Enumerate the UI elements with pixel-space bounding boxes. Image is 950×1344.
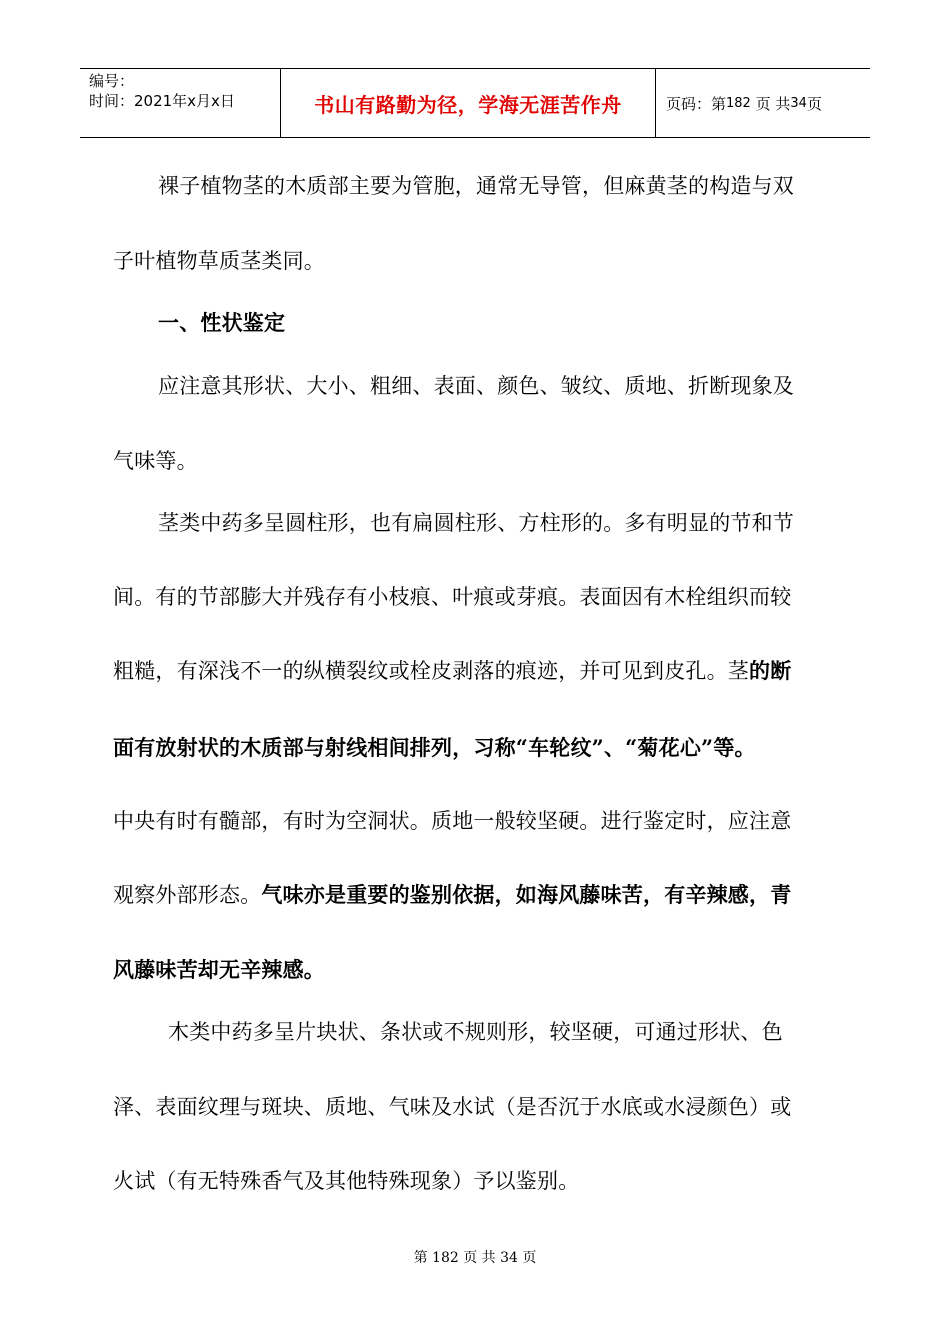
paragraph-line	[113, 653, 843, 689]
time-label: 时间：2021年x月x日	[89, 92, 235, 110]
paragraph-line: 间。有的节部膨大并残存有小枝痕、叶痕或芽痕。表面因有木栓组织而较	[113, 585, 792, 609]
paragraph-line: 应注意其形状、大小、粗细、表面、颜色、皱纹、质地、折断现象及	[158, 374, 794, 398]
paragraph-line: 中央有时有髓部，有时为空洞状。质地一般较坚硬。进行鉴定时，应注意	[113, 809, 792, 833]
total-pages: 34	[790, 95, 807, 111]
header-motto: 书山有路勤为径，学海无涯苦作舟	[281, 69, 656, 137]
text-normal: 粗糙，有深浅不一的纵横裂纹或栓皮剥落的痕迹，并可见到皮孔。茎	[113, 659, 749, 683]
paragraph-line: 气味等。	[113, 449, 198, 473]
page-footer: 第 182 页 共 34 页	[413, 1250, 537, 1266]
paragraph-line: 子叶植物草质茎类同。	[113, 249, 325, 273]
paragraph-line: 火试（有无特殊香气及其他特殊现象）予以鉴别。	[113, 1169, 580, 1193]
header-page-info	[656, 69, 870, 137]
paragraph-line: 泽、表面纹理与斑块、质地、气味及水试（是否沉于水底或水浸颜色）或	[113, 1095, 792, 1119]
section-heading: 一、性状鉴定	[158, 310, 286, 335]
paragraph-line: 木类中药多呈片块状、条状或不规则形，较坚硬，可通过形状、色	[168, 1020, 783, 1044]
page-header	[80, 68, 870, 138]
page-suffix: 页	[806, 94, 822, 113]
page-mid: 页 共	[755, 94, 791, 113]
page-prefix: 页码：第	[666, 94, 727, 113]
page-number: 182	[726, 95, 751, 111]
number-label: 编号：	[89, 72, 135, 90]
paragraph-line	[113, 877, 843, 913]
paragraph-line: 面有放射状的木质部与射线相间排列，习称“车轮纹”、“菊花心”等。	[113, 735, 756, 760]
text-normal: 观察外部形态。	[113, 883, 262, 907]
paragraph-line: 茎类中药多呈圆柱形，也有扁圆柱形、方柱形的。多有明显的节和节	[158, 511, 794, 535]
paragraph-line: 风藤味苦却无辛辣感。	[113, 957, 325, 982]
paragraph-line: 裸子植物茎的木质部主要为管胞，通常无导管，但麻黄茎的构造与双	[158, 174, 794, 198]
text-bold: 气味亦是重要的鉴别依据，如海风藤味苦，有辛辣感，青	[261, 882, 792, 907]
text-bold: 的断	[749, 658, 792, 683]
header-meta	[80, 69, 281, 137]
